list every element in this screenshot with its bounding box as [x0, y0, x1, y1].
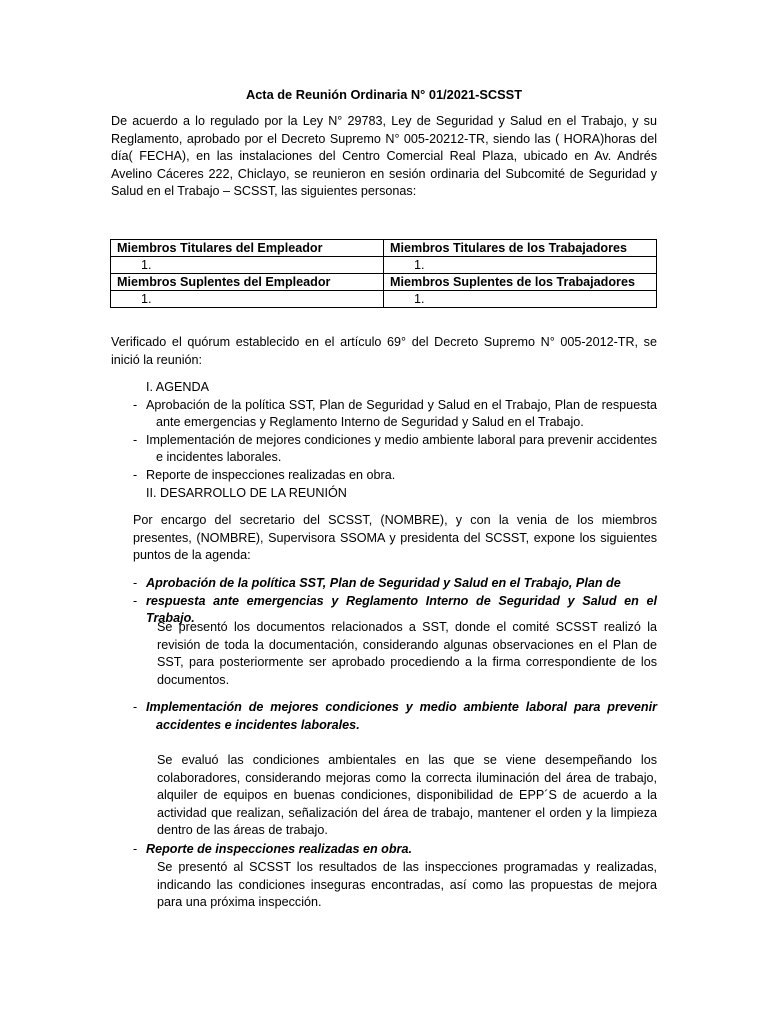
point-2-title — [133, 699, 657, 734]
table-cell: 1. — [111, 291, 384, 308]
intro-paragraph: De acuerdo a lo regulado por la Ley N° 29783, Ley de Seguridad y Salud en el Trabajo, y su Reglamento, aprobado por el Decreto Supremo N° 005-20212-TR, siendo las ( HORA)horas del día( FECHA), en las instalaciones del Centro Comercial Real Plaza, ubicado en Av. Andrés Avelino Cáceres 222, Chiclayo, se reunieron en sesión ordinaria del Subcomité de Seguridad y Salud en el Trabajo – SCSST, las siguientes personas: — [111, 114, 657, 199]
dash-bullet: - — [133, 467, 138, 482]
list-item: - Aprobación de la política SST, Plan de Seguridad y Salud en el Trabajo, Plan de respuesta ante emergencias y Reglamento Interno de Seguridad y Salud en el Trabajo. — [133, 397, 657, 430]
dash-bullet: - — [133, 700, 138, 714]
table-cell: 1. — [111, 257, 384, 274]
table-header-cell: Miembros Titulares del Empleador — [111, 240, 384, 257]
dash-bullet: - — [133, 397, 138, 412]
table-header-cell: Miembros Suplentes del Empleador — [111, 274, 384, 291]
point-3-title — [133, 841, 657, 859]
point-2-paragraph: Se evaluó las condiciones ambientales en las que se viene desempeñando los colaboradores, considerando mejoras como la correcta iluminación del área de trabajo, alquiler de equipos en buenas condiciones, disponibilidad de EPP´S de acuerdo a la actividad que realizan, señalización del área de trabajo, mantener el orden y la limpieza dentro de las áreas de trabajo. — [157, 753, 657, 838]
document-title: Acta de Reunión Ordinaria N° 01/2021-SCSST — [245, 87, 523, 102]
table-row — [111, 291, 657, 308]
dash-bullet: - — [133, 432, 138, 447]
members-table — [110, 239, 657, 308]
dash-bullet: - — [133, 842, 138, 856]
list-item: - Reporte de inspecciones realizadas en obra. — [133, 841, 657, 859]
agenda-heading: I. AGENDA — [146, 380, 209, 394]
agenda-section — [133, 379, 657, 502]
list-item: - Aprobación de la política SST, Plan de Seguridad y Salud en el Trabajo, Plan de — [133, 575, 657, 593]
table-header-cell: Miembros Suplentes de los Trabajadores — [384, 274, 657, 291]
table-cell: 1. — [384, 257, 657, 274]
development-heading: II. DESARROLLO DE LA REUNIÓN — [146, 485, 347, 500]
table-row — [111, 274, 657, 291]
table-header-cell: Miembros Titulares de los Trabajadores — [384, 240, 657, 257]
list-item: - Implementación de mejores condiciones y medio ambiente laboral para prevenir accidentes e incidentes laborales. — [133, 700, 657, 732]
table-row — [111, 240, 657, 257]
point-1-paragraph: Se presentó los documentos relacionados a SST, donde el comité SCSST realizó la revisión de toda la documentación, considerando algunas observaciones en el Plan de SST, para posteriormente ser aprobado procediendo a la firma correspondiente de los documentos. — [157, 620, 657, 687]
list-item: - Reporte de inspecciones realizadas en obra. — [133, 467, 657, 485]
table-cell: 1. — [384, 291, 657, 308]
table-row — [111, 257, 657, 274]
dash-bullet: - — [133, 576, 138, 590]
point-3-paragraph: Se presentó al SCSST los resultados de las inspecciones programadas y realizadas, indicando las condiciones inseguras encontradas, así como las propuestas de mejora para una próxima inspección. — [157, 860, 657, 910]
exposition-paragraph: Por encargo del secretario del SCSST, (NOMBRE), y con la venia de los miembros presentes, (NOMBRE), Supervisora SSOMA y presidenta del SCSST, expone los siguientes puntos de la agenda: — [133, 513, 657, 563]
quorum-paragraph: Verificado el quórum establecido en el artículo 69° del Decreto Supremo N° 005-2012-TR, se inició la reunión: — [111, 335, 657, 367]
list-item: - respuesta ante emergencias y Reglamento Interno de Seguridad y Salud en el Trabajo. — [133, 593, 657, 626]
list-item: - Implementación de mejores condiciones y medio ambiente laboral para prevenir accidentes e incidentes laborales. — [133, 432, 657, 465]
dash-bullet: - — [133, 593, 138, 608]
